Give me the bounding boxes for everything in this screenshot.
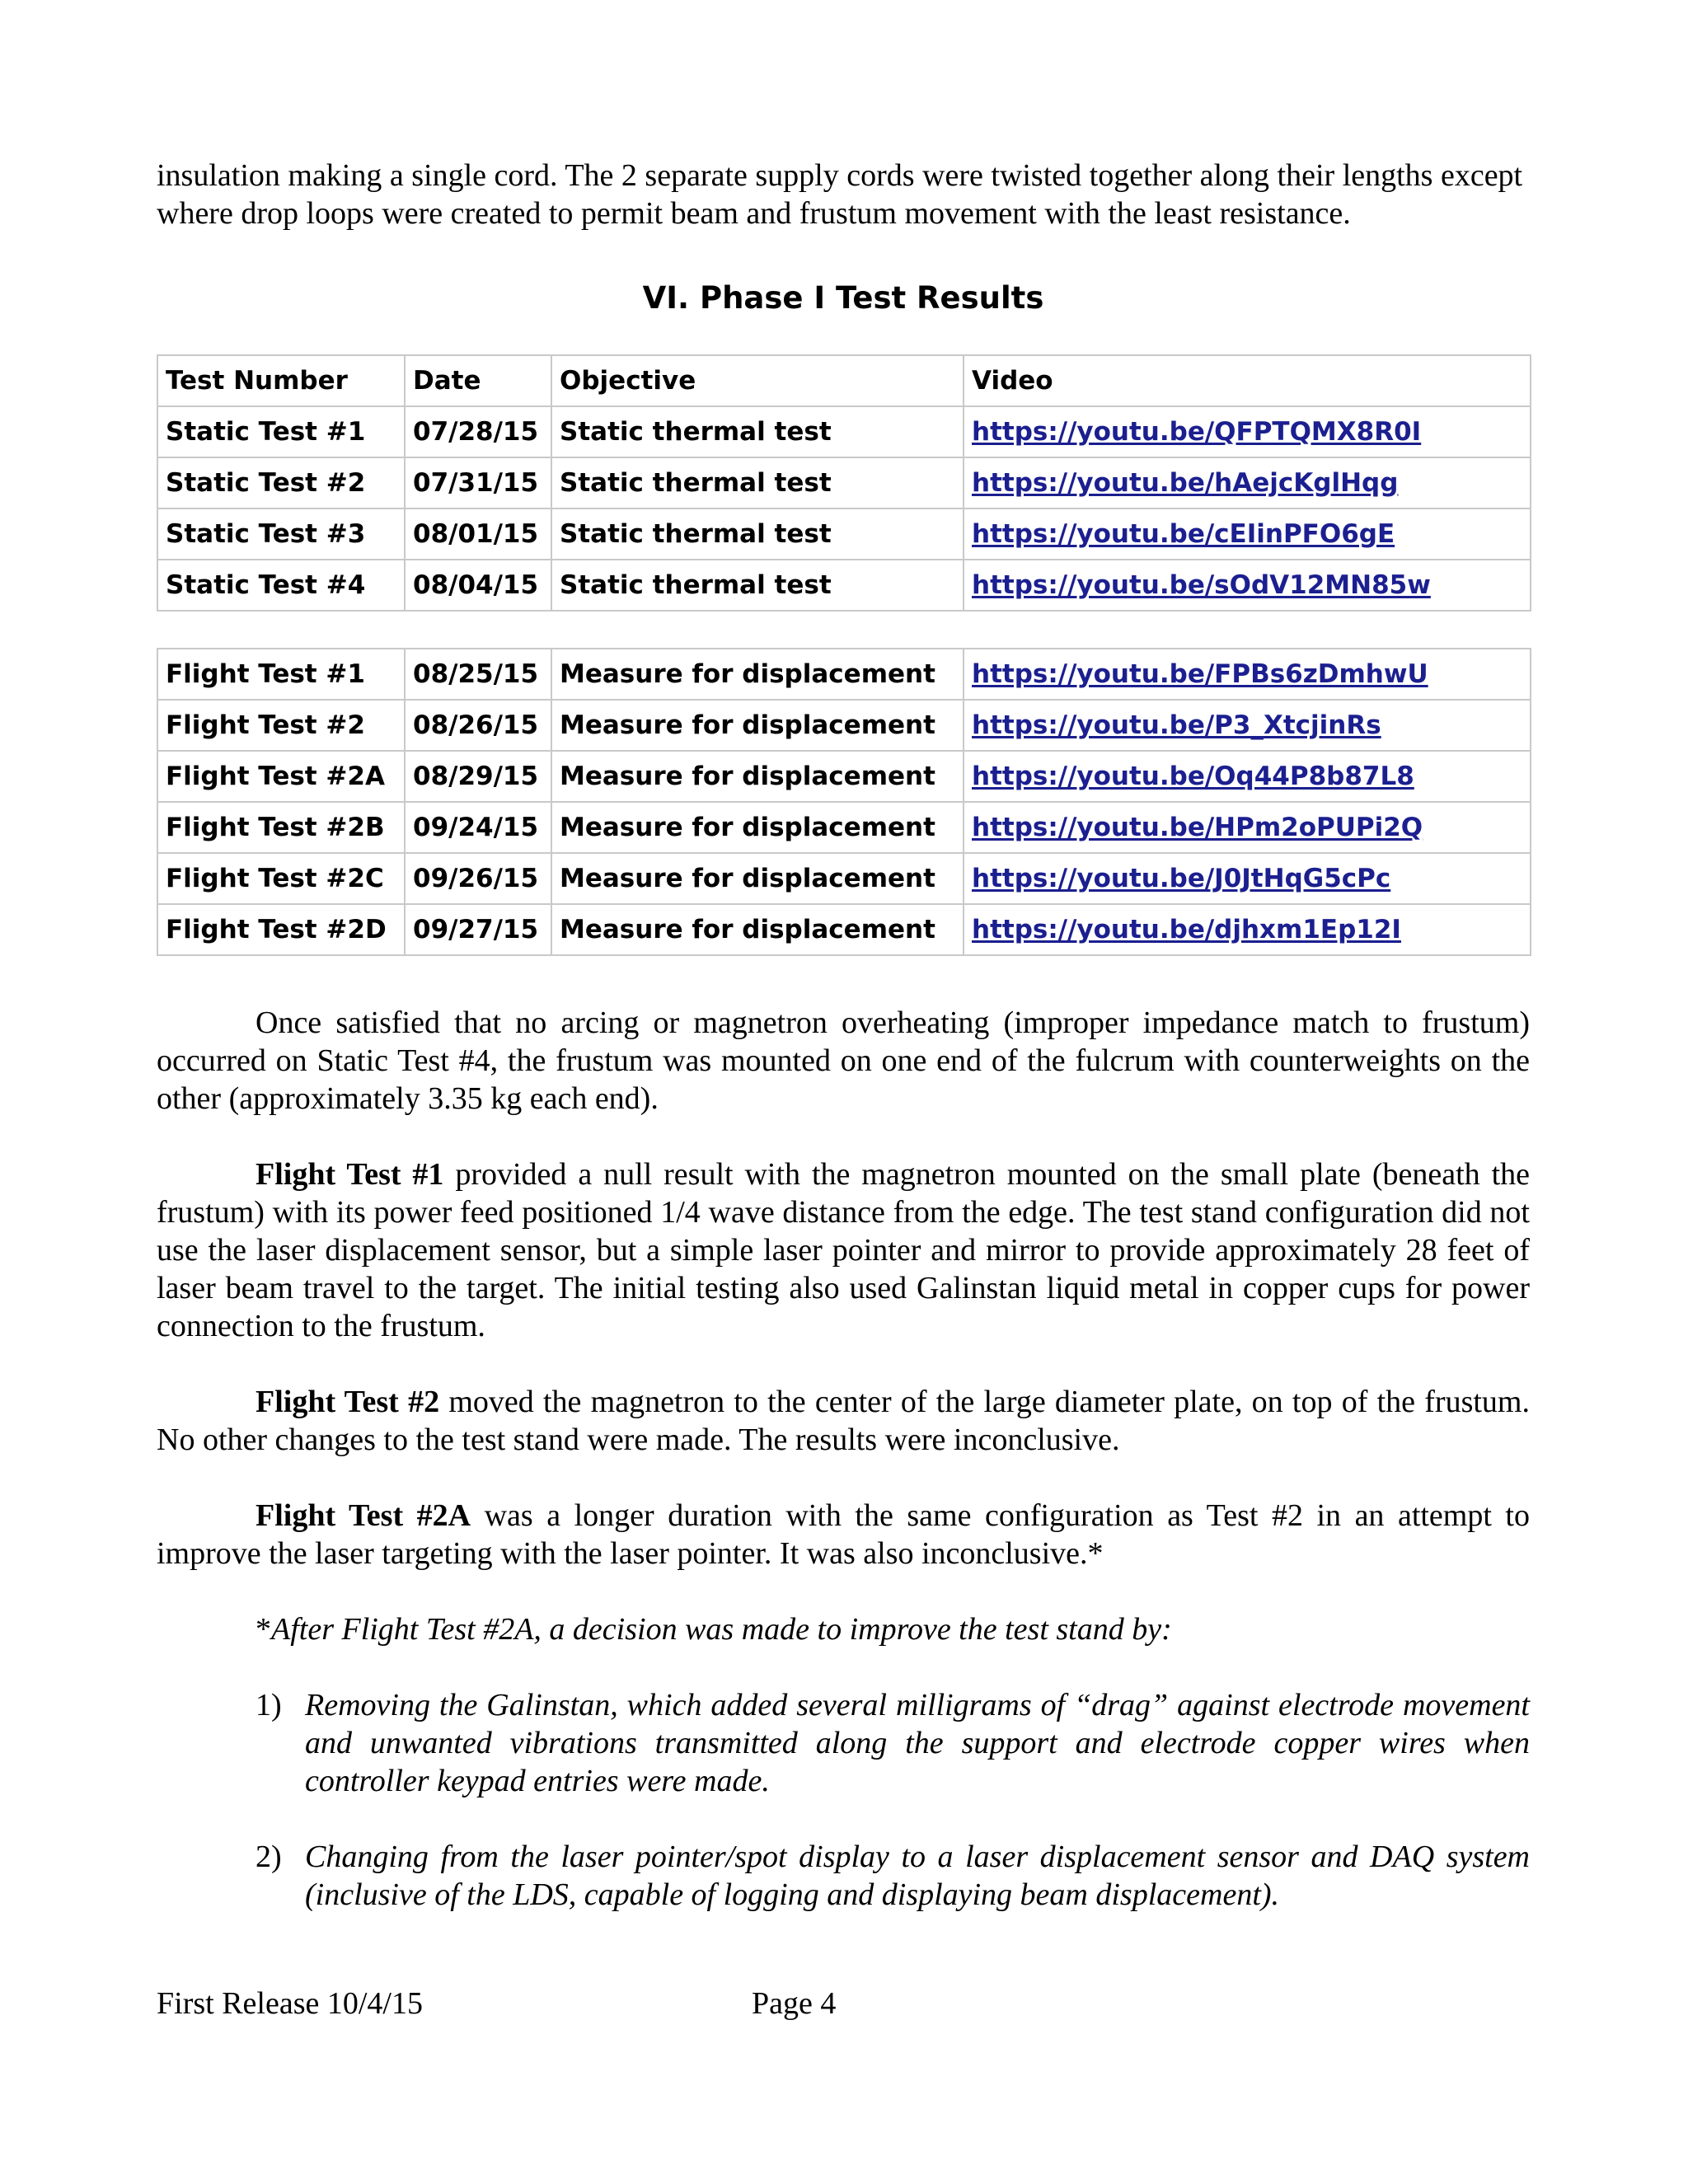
list-item: [157, 1838, 1530, 1914]
date-cell: 08/01/15: [405, 509, 551, 560]
test-number-cell: Static Test #3: [157, 509, 405, 560]
header-objective: Objective: [551, 355, 964, 406]
list-item: [157, 1686, 1530, 1800]
paragraph-text: was a longer duration with the same configuration as Test #2 in an attempt to improve the laser targeting with the laser pointer. It was also inconclusive.*: [157, 1498, 1530, 1571]
test-number-cell: Flight Test #2B: [157, 802, 405, 853]
table-header-row: [157, 355, 1531, 406]
footer-release: First Release 10/4/15: [157, 1986, 423, 2021]
objective-cell: Measure for displacement: [551, 649, 964, 700]
objective-cell: Static thermal test: [551, 560, 964, 611]
video-cell: [964, 853, 1531, 904]
table-row: [157, 751, 1531, 802]
video-cell: [964, 904, 1531, 955]
objective-cell: Static thermal test: [551, 457, 964, 509]
list-text: Changing from the laser pointer/spot display to a laser displacement sensor and DAQ system (inclusive of the LDS, capable of logging and displaying beam displacement).: [305, 1840, 1530, 1912]
objective-cell: Static thermal test: [551, 509, 964, 560]
section-title: VI. Phase I Test Results: [642, 280, 1044, 316]
date-cell: 09/27/15: [405, 904, 551, 955]
video-link[interactable]: https://youtu.be/FPBs6zDmhwU: [972, 659, 1428, 689]
paragraph-lead: Flight Test #2A: [256, 1498, 471, 1533]
flight-tests-table: [157, 648, 1531, 956]
table-row: [157, 406, 1531, 457]
paragraph-lead: Flight Test #1: [256, 1157, 444, 1192]
intro-paragraph: insulation making a single cord. The 2 separate supply cords were twisted together along their lengths except where drop loops were created to permit beam and frustum movement with the least resistance.: [157, 158, 1523, 231]
header-date: Date: [405, 355, 551, 406]
objective-cell: Measure for displacement: [551, 853, 964, 904]
improvement-note: [157, 1610, 1530, 1648]
header-video: Video: [964, 355, 1531, 406]
objective-cell: Measure for displacement: [551, 751, 964, 802]
video-cell: [964, 802, 1531, 853]
static-test-paragraph: Once satisfied that no arcing or magnetron overheating (improper impedance match to frustum) occurred on Static Test #4, the frustum was mounted on one end of the fulcrum with counterweights on the other (approximately 3.35 kg each end).: [157, 1005, 1530, 1116]
video-link[interactable]: https://youtu.be/hAejcKglHqg: [972, 468, 1399, 498]
video-link[interactable]: https://youtu.be/cEIinPFO6gE: [972, 519, 1395, 549]
test-number-cell: Flight Test #2D: [157, 904, 405, 955]
test-number-cell: Flight Test #2A: [157, 751, 405, 802]
test-number-cell: Flight Test #2: [157, 700, 405, 751]
flight-test-2a-paragraph: [157, 1497, 1530, 1572]
test-number-cell: Static Test #2: [157, 457, 405, 509]
footer-page-number: Page 4: [752, 1986, 837, 2021]
table-row: [157, 802, 1531, 853]
table-row: [157, 649, 1531, 700]
video-link[interactable]: https://youtu.be/QFPTQMX8R0I: [972, 417, 1422, 447]
objective-cell: Measure for displacement: [551, 904, 964, 955]
paragraph-text: moved the magnetron to the center of the large diameter plate, on top of the frustum. No other changes to the test stand were made. The results were inconclusive.: [157, 1385, 1530, 1457]
objective-cell: Measure for displacement: [551, 700, 964, 751]
page-content: [157, 157, 1530, 1914]
note-text: After Flight Test #2A, a decision was made to improve the test stand by:: [271, 1612, 1172, 1647]
video-cell: [964, 457, 1531, 509]
static-tests-table: [157, 354, 1531, 612]
video-cell: [964, 560, 1531, 611]
video-cell: [964, 509, 1531, 560]
list-number: 1): [256, 1688, 282, 1722]
test-number-cell: Static Test #4: [157, 560, 405, 611]
video-link[interactable]: https://youtu.be/Oq44P8b87L8: [972, 762, 1414, 791]
table-row: [157, 457, 1531, 509]
table-row: [157, 509, 1531, 560]
date-cell: 09/24/15: [405, 802, 551, 853]
table-row: [157, 904, 1531, 955]
video-cell: [964, 751, 1531, 802]
list-number: 2): [256, 1840, 282, 1874]
date-cell: 09/26/15: [405, 853, 551, 904]
date-cell: 08/29/15: [405, 751, 551, 802]
date-cell: 08/25/15: [405, 649, 551, 700]
table-row: [157, 560, 1531, 611]
paragraph-lead: Flight Test #2: [256, 1385, 440, 1419]
flight-test-1-paragraph: [157, 1155, 1530, 1345]
video-link[interactable]: https://youtu.be/djhxm1Ep12I: [972, 915, 1401, 944]
video-link[interactable]: https://youtu.be/HPm2oPUPi2Q: [972, 813, 1423, 842]
test-number-cell: Static Test #1: [157, 406, 405, 457]
date-cell: 08/26/15: [405, 700, 551, 751]
date-cell: 08/04/15: [405, 560, 551, 611]
video-cell: [964, 406, 1531, 457]
objective-cell: Measure for displacement: [551, 802, 964, 853]
date-cell: 07/31/15: [405, 457, 551, 509]
note-asterisk: *: [256, 1612, 271, 1647]
test-number-cell: Flight Test #2C: [157, 853, 405, 904]
paragraph-text: provided a null result with the magnetron mounted on the small plate (beneath the frustum) with its power feed positioned 1/4 wave distance from the edge. The test stand configuration did not use the laser displacement sensor, but a simple laser pointer and mirror to provide approximately 28 feet of laser beam travel to the target. The initial testing also used Galinstan liquid metal in copper cups for power connection to the frustum.: [157, 1157, 1530, 1343]
video-link[interactable]: https://youtu.be/J0JtHqG5cPc: [972, 864, 1391, 893]
date-cell: 07/28/15: [405, 406, 551, 457]
table-row: [157, 853, 1531, 904]
test-number-cell: Flight Test #1: [157, 649, 405, 700]
video-link[interactable]: https://youtu.be/P3_XtcjinRs: [972, 710, 1381, 740]
table-row: [157, 700, 1531, 751]
video-cell: [964, 700, 1531, 751]
objective-cell: Static thermal test: [551, 406, 964, 457]
list-text: Removing the Galinstan, which added several milligrams of “drag” against electrode movement and unwanted vibrations transmitted along the support and electrode copper wires when controller keypad entries were made.: [305, 1688, 1530, 1798]
video-link[interactable]: https://youtu.be/sOdV12MN85w: [972, 570, 1431, 600]
header-test-number: Test Number: [157, 355, 405, 406]
video-cell: [964, 649, 1531, 700]
flight-test-2-paragraph: [157, 1383, 1530, 1459]
